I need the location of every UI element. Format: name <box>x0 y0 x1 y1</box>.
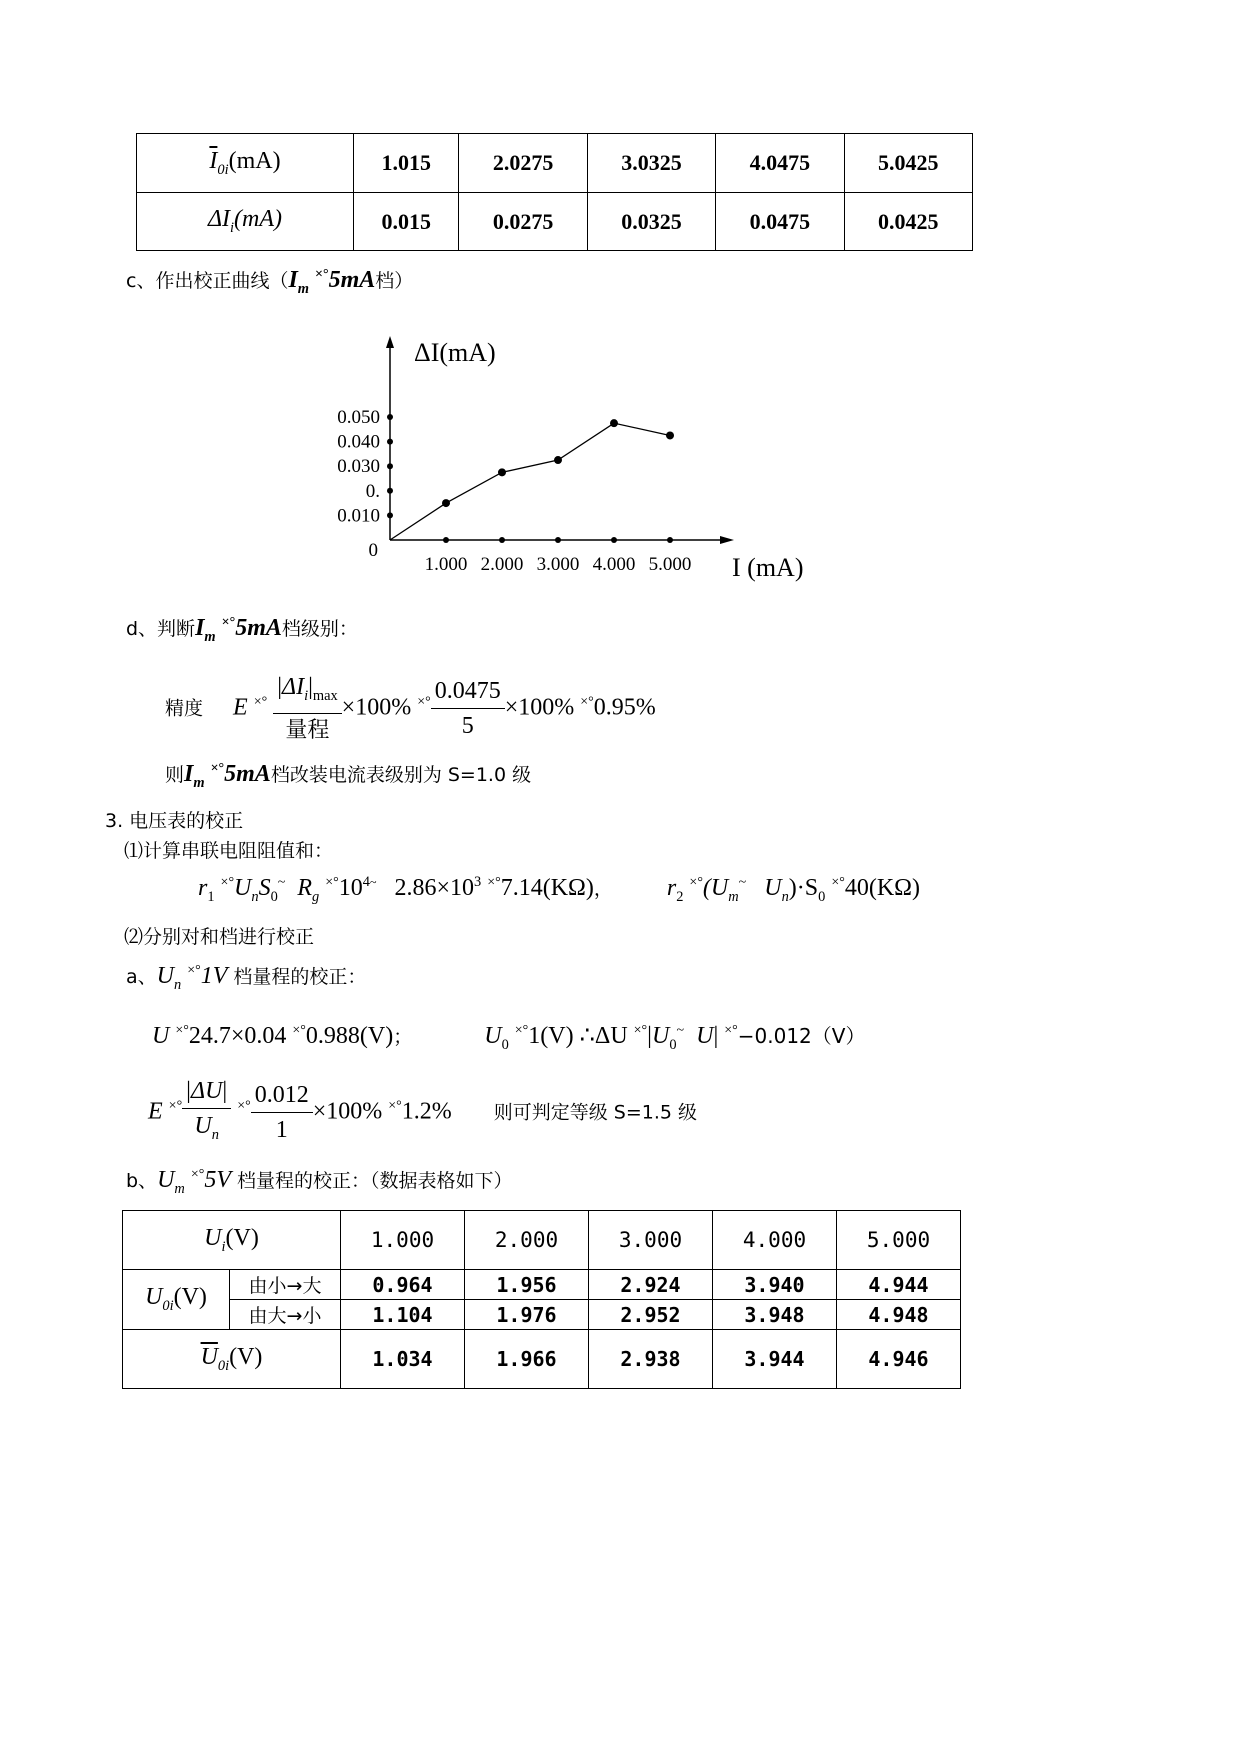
y-tick <box>387 439 393 445</box>
subscript: m <box>297 280 309 297</box>
value: 1(V) <box>528 1023 574 1049</box>
garbled-eq-glyph: ×° <box>190 1167 205 1182</box>
y-axis-arrow <box>386 336 394 348</box>
denominator: 量程 <box>285 717 330 743</box>
cell: 1.956 <box>465 1270 589 1300</box>
subscript: 0 <box>501 1036 509 1053</box>
suffix: 档量程的校正：（数据表格如下） <box>236 1170 513 1192</box>
symbol: U <box>484 1023 502 1049</box>
x-tick <box>667 537 673 543</box>
garbled-eq-glyph: ×° <box>221 615 236 630</box>
cell: 0.0325 <box>587 193 715 251</box>
therefore: ∴ΔU <box>579 1023 628 1049</box>
x-tick-label: 3.000 <box>536 554 580 575</box>
section-d-heading <box>126 614 358 646</box>
symbol: U <box>157 1167 175 1193</box>
denominator <box>182 1109 231 1152</box>
subscript: 0 <box>669 1036 677 1053</box>
symbol: I <box>288 267 298 293</box>
y-tick-label: 0 <box>368 540 378 561</box>
times: ×100% <box>341 694 412 721</box>
cell: 2.000 <box>465 1211 589 1270</box>
x-tick <box>611 537 617 543</box>
subscript: max <box>312 687 338 704</box>
separator: ； <box>393 1026 413 1048</box>
value: 5mA <box>328 267 376 293</box>
denominator: 1 <box>275 1117 288 1144</box>
numerator: 0.012 <box>251 1078 313 1113</box>
symbol: E <box>233 694 248 721</box>
garbled-eq-glyph: ×° <box>689 875 703 890</box>
subscript: m <box>193 774 205 791</box>
subscript: 0i <box>162 1297 174 1314</box>
cell: 4.000 <box>713 1211 837 1270</box>
unit: (mA) <box>234 206 283 233</box>
heading-prefix: c、作出校正曲线（ <box>126 270 289 292</box>
subscript: 0i <box>217 161 229 178</box>
symbol: U <box>764 875 782 901</box>
data-point <box>442 499 450 507</box>
symbol: I <box>195 615 205 641</box>
y-tick-label: 0.040 <box>337 431 380 453</box>
garbled-eq-glyph: ×° <box>253 694 268 710</box>
denominator: 5 <box>461 713 474 740</box>
garbled-eq-glyph: ×° <box>237 1098 251 1114</box>
section-3-title: 3. 电压表的校正 <box>105 810 244 832</box>
garbled-eq-glyph: ×° <box>580 694 594 710</box>
section-3-step2: ⑵分别对和档进行校正 <box>124 926 315 948</box>
garbled-eq-glyph: ×° <box>210 761 225 776</box>
x-tick <box>555 537 561 543</box>
fraction <box>431 674 505 743</box>
y-tick <box>387 463 393 469</box>
x-tick <box>443 537 449 543</box>
heading-suffix: 档级别： <box>281 618 358 640</box>
garbled-eq-glyph: ×° <box>487 875 501 890</box>
subscript: 0 <box>270 888 278 905</box>
prefix: a、 <box>126 966 157 988</box>
cell: 3.000 <box>589 1211 713 1270</box>
voltage-eq-1: U ×°24.7×0.04 ×°0.988(V)； $U_0$ ×°1(V) ∴ΔU $^{\times^\circ}|U_0^\sim$ U| ×°−0.012（V） <box>152 1023 866 1053</box>
x-axis-arrow <box>720 536 734 544</box>
x-tick-label: 2.000 <box>480 554 524 575</box>
row-label <box>123 1330 341 1389</box>
accuracy-label: 精度 <box>165 697 204 720</box>
number: 2.86×10 <box>394 875 474 901</box>
result: 0.988(V) <box>305 1023 394 1049</box>
x-tick-label: 4.000 <box>592 554 636 575</box>
cell: 4.948 <box>837 1300 961 1330</box>
prefix: 则 <box>165 764 185 786</box>
row-label <box>123 1211 341 1270</box>
numerator: $|\Delta I_i|_{max}$ <box>273 670 341 714</box>
symbol: U <box>145 1284 163 1311</box>
value: 5V <box>204 1167 231 1193</box>
data-point <box>610 419 618 427</box>
subscript: n <box>174 976 182 993</box>
fraction <box>182 1074 231 1152</box>
garbled-eq-glyph: ×° <box>417 694 431 710</box>
cell: 1.976 <box>465 1300 589 1330</box>
y-tick-label: 0. <box>365 480 380 502</box>
separator: ， <box>593 878 613 900</box>
y-tick-label: 0.010 <box>337 505 380 527</box>
cell: 2.952 <box>589 1300 713 1330</box>
grade-note: 则可判定等级 S=1.5 级 <box>493 1101 698 1124</box>
superscript: 4 <box>362 874 370 890</box>
cell: 5.000 <box>837 1211 961 1270</box>
garbled-eq-glyph: ×° <box>831 875 845 890</box>
numerator: |ΔU| <box>182 1074 231 1109</box>
cell: 0.964 <box>341 1270 465 1300</box>
heading-suffix: 档） <box>375 270 414 292</box>
subscript: m <box>174 1180 185 1197</box>
heading-prefix: d、判断 <box>126 618 196 640</box>
cell: 1.966 <box>465 1330 589 1389</box>
y-tick-label: 0.050 <box>337 407 380 428</box>
numerator: 0.0475 <box>431 674 505 709</box>
subscript: 1 <box>207 888 215 905</box>
result: 7.14(KΩ) <box>500 875 594 901</box>
cell: 1.104 <box>341 1300 465 1330</box>
times: ×100% <box>504 694 575 721</box>
cell: 3.0325 <box>587 134 715 193</box>
subscript: n <box>251 888 259 905</box>
cell: 3.940 <box>713 1270 837 1300</box>
garbled-eq-glyph: ~ <box>277 875 286 890</box>
superscript: 3 <box>474 874 482 890</box>
times: ×100% <box>312 1098 383 1125</box>
cell: 1.015 <box>354 134 459 193</box>
subscript: n <box>781 888 789 905</box>
garbled-eq-glyph: ×° <box>175 1023 189 1038</box>
result: 1.2% <box>401 1098 452 1125</box>
symbol: I <box>184 761 194 787</box>
chart-labels <box>337 338 803 582</box>
cell: 2.938 <box>589 1330 713 1389</box>
table-row <box>123 1211 961 1270</box>
garbled-eq-glyph: ×° <box>187 963 201 978</box>
symbol: r <box>198 875 208 901</box>
current-table <box>136 133 973 251</box>
symbol: U <box>156 963 174 989</box>
voltage-table <box>122 1210 961 1389</box>
y-tick <box>387 512 393 518</box>
symbol: $\overline{U}$ <box>200 1343 218 1370</box>
number: 10 <box>338 875 363 901</box>
garbled-eq-glyph: ×° <box>325 875 339 890</box>
symbol: r <box>666 875 677 901</box>
subscript: 2 <box>676 888 684 905</box>
garbled-eq-glyph: ×° <box>292 1023 306 1038</box>
subscript: 0i <box>217 1357 230 1374</box>
voltage-eq-2 <box>148 1074 697 1152</box>
table-row <box>123 1300 961 1330</box>
cell: 0.0425 <box>844 193 972 251</box>
y-axis-title: ΔI(mA) <box>414 338 496 367</box>
y-tick <box>387 414 393 420</box>
cell: 3.948 <box>713 1300 837 1330</box>
subscript: m <box>728 888 739 905</box>
garbled-eq-glyph: ×° <box>168 1098 183 1114</box>
section-b-heading <box>126 1166 513 1198</box>
section-3-step1: ⑴计算串联电阻阻值和： <box>124 840 334 862</box>
value: 5mA <box>224 761 271 787</box>
subscript: i <box>221 1238 226 1255</box>
symbol: R <box>297 875 313 901</box>
garbled-eq-glyph: ×° <box>388 1098 402 1114</box>
symbol: E <box>148 1098 163 1125</box>
row-group-label <box>123 1270 230 1330</box>
symbol: $\overline{I}$ <box>209 147 218 174</box>
value: 5mA <box>235 615 282 641</box>
symbol: U <box>696 1023 714 1049</box>
subscript: g <box>312 888 320 905</box>
cell: 0.0275 <box>459 193 587 251</box>
x-tick-label: 5.000 <box>648 554 692 575</box>
garbled-eq-glyph: ×° <box>220 875 235 890</box>
symbol: U <box>651 1023 670 1049</box>
cell: 4.946 <box>837 1330 961 1389</box>
symbol: U <box>152 1023 170 1049</box>
x-tick <box>499 537 505 543</box>
fraction <box>251 1078 313 1147</box>
resistor-formula <box>198 874 920 906</box>
cell: 1.000 <box>341 1211 465 1270</box>
row-label <box>137 134 354 193</box>
row-label: 由小→大 <box>230 1270 341 1300</box>
conclusion-current <box>165 760 531 792</box>
x-axis-title: I (mA) <box>732 553 804 582</box>
symbol: U <box>194 1113 212 1139</box>
garbled-eq-glyph: ~ <box>369 875 377 889</box>
symbol: S <box>258 875 271 901</box>
unit: (V) <box>225 1224 259 1251</box>
chart-line <box>390 423 670 540</box>
data-point <box>666 431 674 439</box>
symbol: ΔI <box>207 206 231 233</box>
row-label: 由大→小 <box>230 1300 341 1330</box>
calibration-chart <box>330 330 820 590</box>
table-row <box>137 193 973 251</box>
result: 40(KΩ) <box>844 875 920 901</box>
data-point <box>554 456 562 464</box>
row-label <box>137 193 354 251</box>
y-tick-label: 0.030 <box>337 456 380 478</box>
fraction <box>273 670 341 748</box>
table-row <box>137 134 973 193</box>
suffix: 档量程的校正： <box>233 966 367 988</box>
section-c-heading <box>126 266 413 298</box>
result: 0.95% <box>593 694 656 721</box>
symbol: ΔI <box>282 674 305 700</box>
subscript: i <box>304 687 309 704</box>
unit: (V) <box>229 1343 263 1370</box>
x-tick-label: 1.000 <box>424 554 468 575</box>
cell: 2.924 <box>589 1270 713 1300</box>
garbled-eq-glyph: ×° <box>514 1023 529 1038</box>
subscript: m <box>204 628 216 645</box>
subscript: n <box>211 1126 219 1143</box>
garbled-eq-glyph: ×° <box>724 1023 738 1038</box>
data-point <box>498 468 506 476</box>
table-row <box>123 1270 961 1300</box>
cell: 0.0475 <box>716 193 844 251</box>
y-tick <box>387 488 393 494</box>
chart-points <box>442 419 674 507</box>
symbol: ΔU <box>190 1078 223 1104</box>
garbled-eq-glyph: ~ <box>738 875 747 890</box>
section-a-heading <box>126 962 366 994</box>
garbled-eq-glyph: ×° <box>315 267 329 282</box>
value: 1V <box>200 963 228 989</box>
symbol: U <box>234 875 252 901</box>
data-line <box>390 423 670 540</box>
chart-axes <box>386 336 734 544</box>
cell: 2.0275 <box>459 134 587 193</box>
garbled-eq-glyph: ~ <box>676 1023 685 1038</box>
cell: 4.944 <box>837 1270 961 1300</box>
garbled-eq-glyph: ×° <box>633 1023 648 1038</box>
accuracy-formula <box>165 670 656 748</box>
cell: 4.0475 <box>716 134 844 193</box>
subscript: 0 <box>818 888 826 905</box>
cell: 0.015 <box>354 193 459 251</box>
expression: 24.7×0.04 <box>188 1023 287 1049</box>
result: −0.012（V） <box>737 1024 866 1048</box>
table-row <box>123 1330 961 1389</box>
symbol: (U <box>702 875 729 901</box>
symbol: )·S <box>788 875 819 901</box>
symbol: U <box>204 1224 222 1251</box>
unit: (V) <box>173 1284 207 1311</box>
cell: 3.944 <box>713 1330 837 1389</box>
prefix: b、 <box>126 1170 158 1192</box>
subscript: i <box>230 219 235 236</box>
cell: 1.034 <box>341 1330 465 1389</box>
cell: 5.0425 <box>844 134 972 193</box>
unit: (mA) <box>228 147 281 174</box>
suffix: 档改装电流表级别为 S=1.0 级 <box>270 764 532 786</box>
